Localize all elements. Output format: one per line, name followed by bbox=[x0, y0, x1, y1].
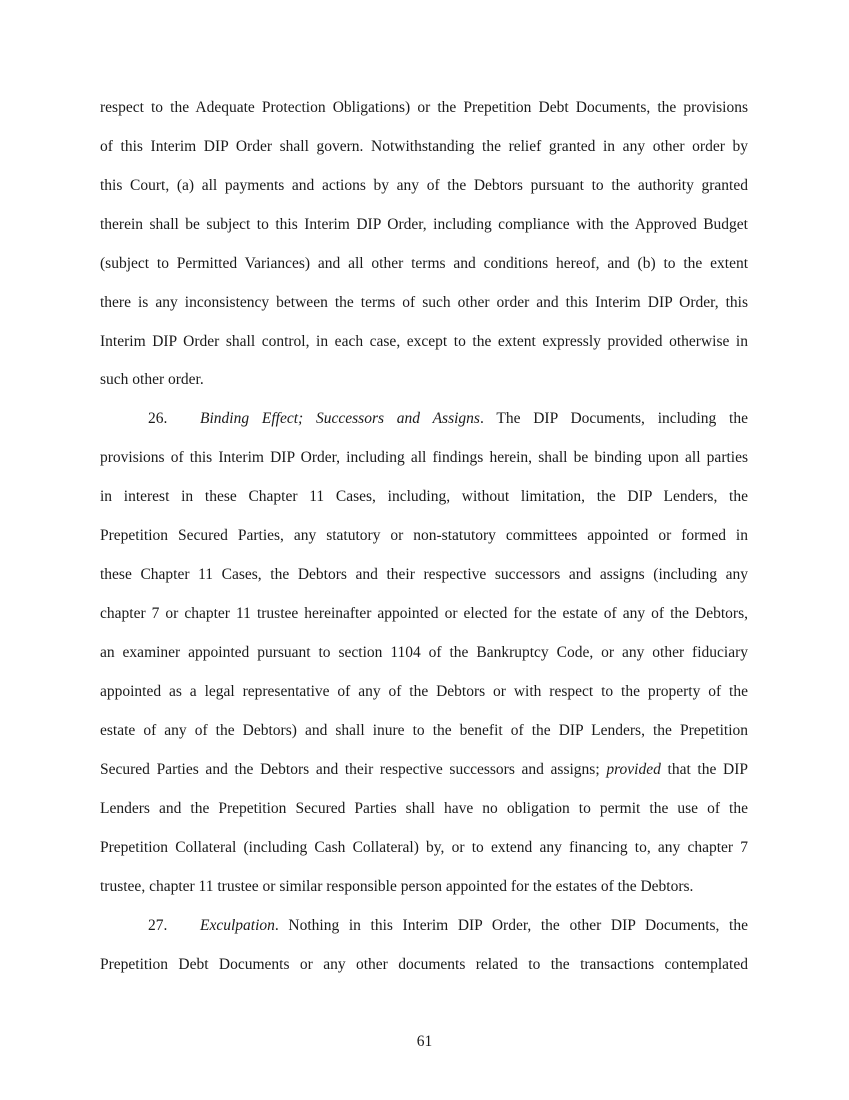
body-line: (subject to Permitted Variances) and all other terms and conditions hereof, and (b) to the extent bbox=[100, 255, 748, 272]
body-line: appointed as a legal representative of any of the Debtors or with respect to the property of the bbox=[100, 683, 748, 700]
body-line: trustee, chapter 11 trustee or similar responsible person appointed for the estates of the Debtors. bbox=[100, 878, 694, 895]
provided-term: provided bbox=[606, 761, 661, 778]
body-text: that the DIP bbox=[660, 761, 748, 778]
body-line: Interim DIP Order shall control, in each case, except to the extent expressly provided otherwise in bbox=[100, 333, 748, 350]
body-line: Prepetition Secured Parties, any statutory or non-statutory committees appointed or formed in bbox=[100, 527, 748, 544]
body-line bbox=[100, 760, 748, 780]
body-text: . The DIP Documents, including the bbox=[479, 410, 748, 427]
body-line: chapter 7 or chapter 11 trustee hereinafter appointed or elected for the estate of any of the Debtors, bbox=[100, 605, 748, 622]
body-text: Secured Parties and the Debtors and their respective successors and assigns; bbox=[100, 761, 607, 778]
body-line: there is any inconsistency between the terms of such other order and this Interim DIP Order, this bbox=[100, 294, 748, 311]
body-line: an examiner appointed pursuant to section 1104 of the Bankruptcy Code, or any other fiduciary bbox=[100, 644, 748, 661]
body-line: of this Interim DIP Order shall govern. Notwithstanding the relief granted in any other order by bbox=[100, 138, 748, 155]
body-text: . Nothing in this Interim DIP Order, the other DIP Documents, the bbox=[274, 917, 748, 934]
body-line: these Chapter 11 Cases, the Debtors and their respective successors and assigns (including any bbox=[100, 566, 748, 583]
body-line: Lenders and the Prepetition Secured Parties shall have no obligation to permit the use of the bbox=[100, 800, 748, 817]
section-heading: Exculpation bbox=[200, 917, 275, 934]
body-line: this Court, (a) all payments and actions by any of the Debtors pursuant to the authority granted bbox=[100, 177, 748, 194]
body-line: estate of any of the Debtors) and shall inure to the benefit of the DIP Lenders, the Prepetition bbox=[100, 722, 748, 739]
section-number: 27. bbox=[148, 917, 168, 934]
body-line: such other order. bbox=[100, 371, 204, 388]
body-line: Prepetition Collateral (including Cash Collateral) by, or to extend any financing to, any chapter 7 bbox=[100, 839, 748, 856]
body-line: Prepetition Debt Documents or any other documents related to the transactions contemplated bbox=[100, 956, 748, 973]
section-number: 26. bbox=[148, 410, 168, 427]
body-line: respect to the Adequate Protection Obligations) or the Prepetition Debt Documents, the provisions bbox=[100, 99, 748, 116]
body-line: therein shall be subject to this Interim DIP Order, including compliance with the Approved Budget bbox=[100, 216, 748, 233]
section-heading: Binding Effect; Successors and Assigns bbox=[200, 410, 480, 427]
body-line: provisions of this Interim DIP Order, including all findings herein, shall be binding upon all parties bbox=[100, 449, 748, 466]
page-number: 61 bbox=[416, 1033, 433, 1050]
body-line: in interest in these Chapter 11 Cases, including, without limitation, the DIP Lenders, the bbox=[100, 488, 748, 505]
section-27-heading-line bbox=[148, 916, 748, 936]
section-26-heading-line bbox=[148, 409, 748, 429]
